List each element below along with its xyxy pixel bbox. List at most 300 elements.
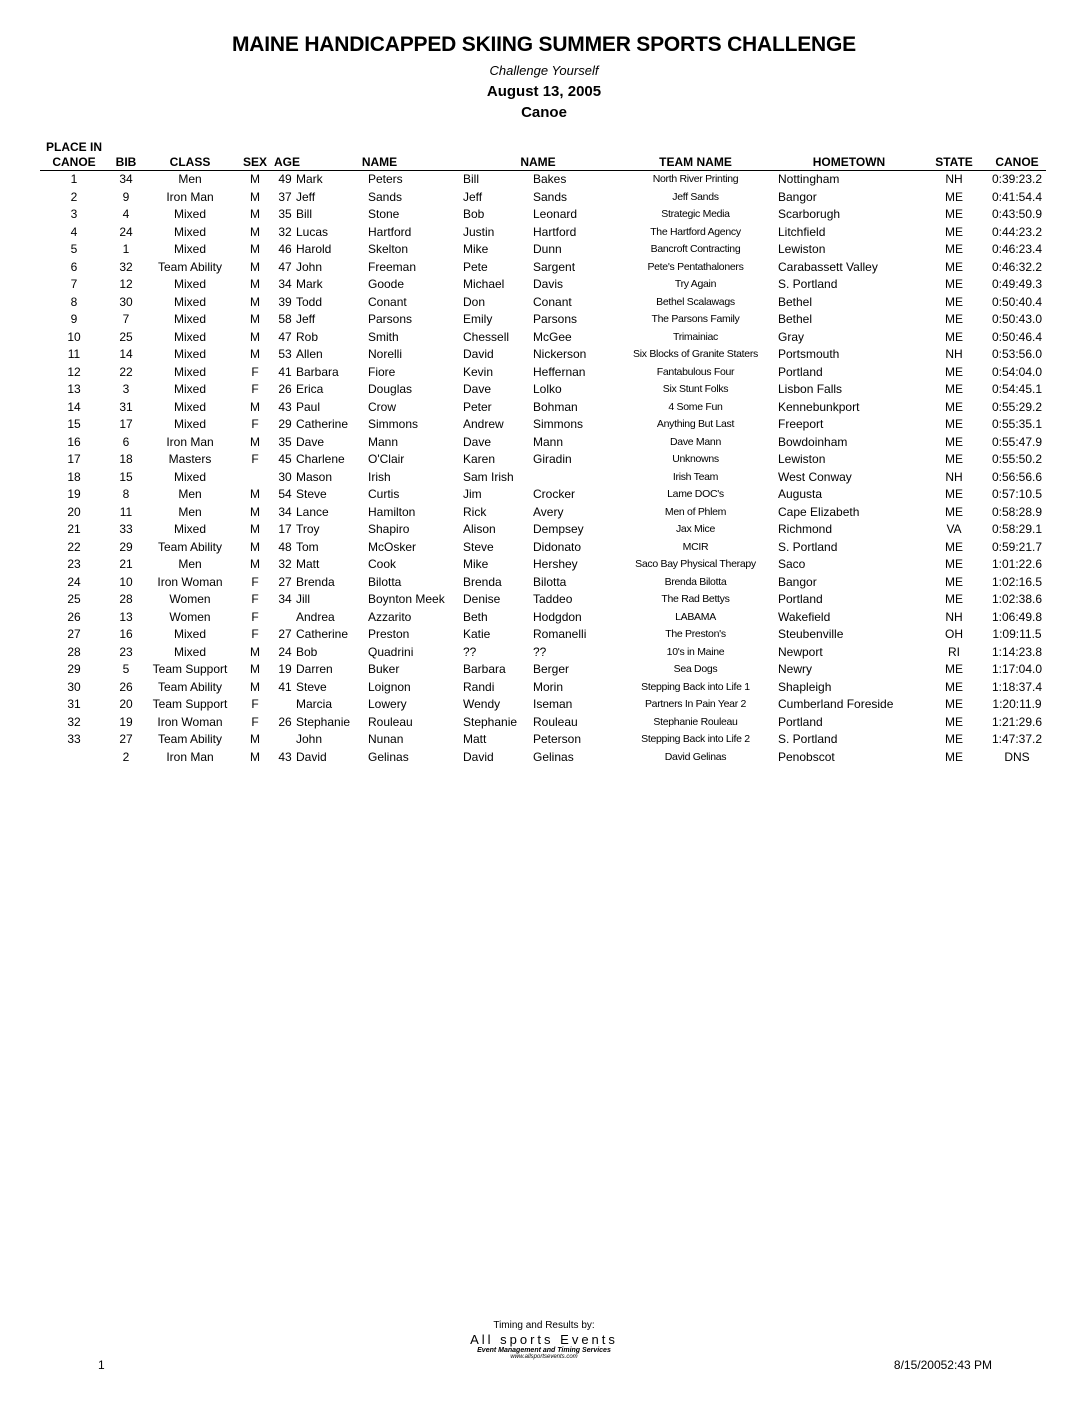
cell-bib: 12 [119, 277, 133, 291]
cell-state: ME [945, 329, 963, 344]
cell-first-name-1: Steve [296, 487, 327, 501]
cell-age: 48 [278, 539, 292, 554]
cell-class: Mixed [173, 242, 206, 256]
cell-team-name: Partners In Pain Year 2 [644, 698, 747, 710]
cell-class: Women [169, 592, 211, 606]
cell-last-name-2: Gelinas [533, 749, 574, 764]
cell-team-name: The Parsons Family [651, 313, 740, 325]
cell-age [274, 609, 296, 627]
cell-class: Mixed [173, 417, 206, 431]
cell-last-name-1: Mann [368, 434, 399, 449]
cell-first-name-2: Peter [463, 399, 492, 414]
cell-bib: 8 [122, 487, 130, 501]
cell-class: Mixed [173, 207, 206, 221]
cell-first-name-2: Andrew [463, 417, 504, 431]
cell-team-name: Dave Mann [670, 435, 721, 448]
cell-last-name-1: Freeman [368, 259, 417, 274]
cell-hometown: Bangor [778, 574, 817, 589]
cell-class: Iron Man [166, 749, 214, 764]
cell-time: 1:17:04.0 [991, 662, 1043, 676]
cell-place: 6 [70, 259, 78, 274]
cell-first-name-1: Lucas [296, 224, 329, 239]
cell-time: 1:06:49.8 [991, 609, 1043, 624]
cell-class: Team Support [152, 662, 228, 676]
cell-bib: 3 [122, 382, 130, 396]
cell-time: 0:56:56.6 [991, 469, 1043, 484]
cell-bib: 14 [119, 347, 133, 361]
table-row [40, 749, 1046, 767]
cell-first-name-2: Wendy [463, 697, 501, 711]
footer-timing-label: Timing and Results by: [493, 1320, 595, 1331]
cell-last-name-2: Rouleau [533, 714, 578, 729]
cell-last-name-2: Iseman [533, 697, 573, 711]
cell-bib: 6 [122, 434, 130, 449]
cell-hometown: Richmond [778, 522, 833, 536]
cell-bib: 30 [119, 294, 133, 309]
cell-first-name-1: Matt [296, 557, 320, 571]
cell-first-name-2: Jim [463, 487, 482, 501]
cell-bib: 32 [119, 259, 133, 274]
cell-bib: 20 [119, 697, 133, 711]
table-row [40, 381, 1046, 399]
cell-state: ME [945, 662, 963, 676]
cell-time: 1:20:11.9 [992, 697, 1042, 711]
table-row [40, 731, 1046, 749]
print-timestamp: 8/15/20052:43 PM [893, 1358, 992, 1372]
cell-class: Team Support [152, 697, 228, 711]
cell-time: 0:58:28.9 [991, 504, 1043, 519]
cell-bib: 13 [119, 609, 133, 624]
cell-bib: 27 [119, 732, 133, 746]
cell-age: 30 [278, 469, 292, 484]
cell-hometown: Cumberland Foreside [778, 697, 894, 711]
cell-last-name-1: Parsons [368, 312, 413, 326]
cell-class: Team Ability [157, 679, 223, 694]
cell-time: 0:39:23.2 [991, 172, 1043, 186]
cell-age [274, 731, 296, 749]
cell-state: ME [945, 557, 963, 571]
cell-team-name: Fantabulous Four [656, 365, 735, 378]
cell-hometown: Shapleigh [778, 679, 832, 694]
cell-last-name-1: Simmons [368, 417, 419, 431]
cell-bib: 25 [119, 329, 133, 344]
cell-sex: M [250, 539, 260, 554]
table-row [40, 609, 1046, 627]
table-row [40, 399, 1046, 417]
cell-sex: M [250, 207, 260, 221]
cell-place: 1 [70, 172, 78, 186]
cell-state: NH [945, 172, 963, 186]
cell-state: ME [945, 207, 963, 221]
cell-bib: 16 [119, 627, 133, 641]
cell-state: NH [945, 469, 963, 484]
cell-first-name-1: Mark [296, 172, 323, 186]
table-row [40, 486, 1046, 504]
table-row [40, 364, 1046, 382]
cell-first-name-1: John [296, 259, 323, 274]
cell-first-name-1: Paul [296, 399, 321, 414]
cell-time: 0:55:50.2 [991, 452, 1043, 466]
cell-state: ME [945, 574, 963, 589]
table-row [40, 661, 1046, 679]
col-bib: BIB [108, 138, 144, 171]
cell-hometown: S. Portland [778, 732, 838, 746]
cell-team-name: Bethel Scalawags [656, 295, 735, 308]
cell-class: Masters [168, 452, 212, 466]
cell-class: Mixed [173, 294, 206, 309]
cell-time: 1:02:38.6 [991, 592, 1043, 606]
cell-last-name-2: Dempsey [533, 522, 584, 536]
cell-sex: M [250, 329, 260, 344]
cell-state: RI [948, 644, 960, 659]
cell-last-name-2: Crocker [533, 487, 576, 501]
cell-place: 7 [70, 277, 78, 291]
cell-age: 53 [278, 347, 292, 361]
cell-bib: 29 [119, 539, 133, 554]
cell-age: 47 [278, 259, 292, 274]
cell-last-name-2: Sands [533, 189, 568, 204]
cell-time: 0:43:50.9 [991, 207, 1043, 221]
cell-team-name: Stepping Back into Life 1 [641, 680, 750, 693]
col-place [40, 138, 108, 171]
cell-team-name: Bancroft Contracting [650, 243, 741, 255]
cell-hometown: Cape Elizabeth [778, 504, 860, 519]
table-row [40, 539, 1046, 557]
cell-sex: F [251, 592, 259, 606]
cell-sex: M [250, 644, 260, 659]
footer-website: www.allsportsevents.com [510, 1354, 578, 1360]
cell-age: 26 [278, 714, 292, 729]
cell-first-name-2: Steve [463, 539, 494, 554]
cell-first-name-1: Lance [296, 504, 329, 519]
cell-last-name-1: Hamilton [368, 504, 416, 519]
cell-state: ME [945, 714, 963, 729]
cell-last-name-1: Crow [368, 399, 397, 414]
cell-place: 32 [67, 714, 81, 729]
cell-state: ME [945, 679, 963, 694]
cell-place: 33 [67, 732, 81, 746]
cell-state: ME [945, 312, 963, 326]
cell-class: Iron Man [166, 434, 214, 449]
cell-first-name-2: Katie [463, 627, 491, 641]
table-row [40, 469, 1046, 487]
cell-last-name-2: Hartford [533, 224, 577, 239]
cell-bib: 23 [119, 644, 133, 659]
cell-first-name-2: Don [463, 294, 486, 309]
cell-state: ME [945, 399, 963, 414]
cell-team-name: Try Again [674, 278, 717, 290]
cell-time: 0:50:46.4 [991, 329, 1043, 344]
cell-state: ME [945, 487, 963, 501]
cell-sex: M [250, 732, 260, 746]
cell-team-name: Irish Team [672, 470, 719, 483]
table-row [40, 294, 1046, 312]
cell-last-name-1: Buker [368, 662, 400, 676]
cell-first-name-1: Mark [296, 277, 323, 291]
cell-state: NH [945, 609, 963, 624]
cell-time: 0:55:35.1 [991, 417, 1043, 431]
table-row [40, 696, 1046, 714]
cell-hometown: Portsmouth [778, 347, 840, 361]
cell-last-name-2: Romanelli [533, 627, 587, 641]
cell-class: Mixed [173, 224, 206, 239]
cell-team-name: Six Blocks of Granite Staters [633, 348, 758, 360]
cell-first-name-2: Bob [463, 207, 485, 221]
cell-hometown: Gray [778, 329, 805, 344]
cell-place: 11 [67, 347, 81, 361]
cell-age: 47 [278, 329, 292, 344]
cell-bib: 4 [122, 207, 130, 221]
cell-last-name-1: Skelton [368, 242, 409, 256]
table-row [40, 171, 1046, 189]
cell-sex: M [250, 749, 260, 764]
cell-sex [236, 469, 274, 487]
cell-place: 2 [70, 189, 78, 204]
cell-class: Team Ability [157, 732, 223, 746]
cell-sex: F [251, 714, 259, 729]
cell-first-name-2: Karen [463, 452, 496, 466]
cell-bib: 2 [122, 749, 130, 764]
cell-class: Mixed [173, 627, 206, 641]
cell-first-name-1: Harold [296, 242, 332, 256]
cell-place: 27 [67, 627, 81, 641]
cell-last-name-1: Irish [368, 469, 391, 484]
cell-age: 43 [278, 399, 292, 414]
cell-class: Mixed [173, 329, 206, 344]
cell-place: 12 [67, 364, 81, 379]
cell-last-name-1: Cook [368, 557, 397, 571]
cell-team-name: Lame DOC's [667, 488, 724, 500]
cell-bib: 18 [119, 452, 133, 466]
table-row [40, 329, 1046, 347]
cell-last-name-1: Peters [368, 172, 403, 186]
cell-age: 34 [278, 504, 292, 519]
cell-bib: 7 [122, 312, 130, 326]
cell-time: 0:57:10.5 [991, 487, 1043, 501]
cell-first-name-1: Erica [296, 382, 324, 396]
cell-time: 1:47:37.2 [991, 732, 1043, 746]
cell-age: 41 [278, 364, 292, 379]
cell-last-name-2: Bilotta [533, 574, 567, 589]
cell-age: 32 [278, 557, 292, 571]
cell-sex: M [250, 189, 260, 204]
cell-age [274, 696, 296, 714]
cell-age: 49 [278, 172, 292, 186]
cell-first-name-1: Todd [296, 294, 323, 309]
cell-team-name: The Hartford Agency [650, 225, 741, 238]
cell-team-name: Sea Dogs [673, 663, 718, 675]
cell-first-name-1: Marcia [296, 697, 333, 711]
cell-team-name: Anything But Last [656, 418, 735, 430]
cell-class: Iron Man [166, 189, 214, 204]
cell-hometown: Saco [778, 557, 806, 571]
cell-first-name-1: Troy [296, 522, 320, 536]
cell-sex: M [250, 434, 260, 449]
table-row [40, 189, 1046, 207]
cell-sex: M [250, 347, 260, 361]
cell-last-name-2: Didonato [533, 539, 582, 554]
cell-last-name-2: Lolko [533, 382, 562, 396]
cell-last-name-2: Nickerson [533, 347, 587, 361]
cell-team-name: The Preston's [665, 628, 726, 640]
cell-place: 21 [67, 522, 81, 536]
cell-bib: 24 [119, 224, 133, 239]
cell-last-name-1: Stone [368, 207, 400, 221]
cell-first-name-2: Bill [463, 172, 480, 186]
cell-first-name-1: Catherine [296, 627, 349, 641]
cell-age: 27 [278, 627, 292, 641]
cell-last-name-2: Hodgdon [533, 609, 582, 624]
cell-time: 0:55:47.9 [991, 434, 1043, 449]
cell-place: 9 [70, 312, 78, 326]
cell-last-name-1: Boynton Meek [368, 592, 445, 606]
cell-first-name-2: Kevin [463, 364, 494, 379]
cell-place [40, 749, 108, 767]
cell-team-name: Pete's Pentathaloners [647, 260, 744, 273]
cell-sex: F [251, 382, 259, 396]
cell-first-name-2: Justin [463, 224, 495, 239]
cell-sex: F [251, 364, 259, 379]
cell-first-name-2: David [463, 749, 494, 764]
cell-age: 26 [278, 382, 292, 396]
cell-last-name-2: Hershey [533, 557, 578, 571]
cell-first-name-1: Steve [296, 679, 327, 694]
cell-place: 4 [70, 224, 78, 239]
cell-age: 46 [278, 242, 292, 256]
cell-last-name-2: Bakes [533, 172, 567, 186]
cell-sex: M [250, 224, 260, 239]
cell-class: Team Ability [157, 539, 223, 554]
cell-hometown: Bethel [778, 312, 813, 326]
table-row [40, 556, 1046, 574]
cell-age: 34 [278, 592, 292, 606]
table-row [40, 714, 1046, 732]
cell-last-name-2: Bohman [533, 399, 578, 414]
cell-sex: F [251, 609, 259, 624]
cell-first-name-2: Dave [463, 382, 492, 396]
cell-hometown: Augusta [778, 487, 823, 501]
cell-sex: F [251, 417, 259, 431]
cell-last-name-1: Smith [368, 329, 399, 344]
cell-last-name-2: Heffernan [533, 364, 586, 379]
cell-hometown: Bangor [778, 189, 817, 204]
table-row [40, 574, 1046, 592]
cell-first-name-2: Beth [463, 609, 488, 624]
cell-place: 19 [67, 487, 81, 501]
cell-time: 0:41:54.4 [991, 189, 1043, 204]
cell-hometown: Carabassett Valley [778, 259, 878, 274]
cell-first-name-1: Andrea [296, 609, 335, 624]
cell-hometown: Wakefield [778, 609, 831, 624]
cell-class: Mixed [173, 364, 206, 379]
cell-last-name-1: Shapiro [368, 522, 410, 536]
cell-last-name-1: Hartford [368, 224, 412, 239]
cell-place: 3 [70, 207, 78, 221]
cell-hometown: S. Portland [778, 539, 838, 554]
cell-class: Mixed [173, 469, 206, 484]
table-row [40, 276, 1046, 294]
cell-state: OH [945, 627, 963, 641]
cell-state: NH [945, 347, 963, 361]
cell-class: Team Ability [157, 259, 223, 274]
cell-bib: 5 [122, 662, 130, 676]
cell-place: 25 [67, 592, 81, 606]
cell-sex: M [250, 312, 260, 326]
cell-team-name: Stepping Back into Life 2 [641, 733, 750, 745]
table-row [40, 644, 1046, 662]
cell-time: 0:59:21.7 [991, 539, 1043, 554]
cell-place: 8 [70, 294, 78, 309]
cell-last-name-2: Sargent [533, 259, 576, 274]
cell-age: 19 [278, 662, 292, 676]
cell-state: ME [945, 417, 963, 431]
cell-class: Mixed [173, 277, 206, 291]
cell-hometown: Bowdoinham [778, 434, 848, 449]
cell-first-name-2: Emily [463, 312, 493, 326]
cell-class: Mixed [173, 347, 206, 361]
table-row [40, 416, 1046, 434]
cell-sex: F [251, 574, 259, 589]
cell-first-name-2: Rick [463, 504, 487, 519]
cell-state: ME [945, 224, 963, 239]
cell-sex: M [250, 277, 260, 291]
cell-first-name-1: Darren [296, 662, 333, 676]
cell-time: 0:50:40.4 [991, 294, 1043, 309]
cell-first-name-1: Barbara [296, 364, 339, 379]
cell-place: 31 [67, 697, 81, 711]
table-row [40, 504, 1046, 522]
cell-place: 24 [67, 574, 81, 589]
cell-first-name-2: Mike [463, 557, 489, 571]
cell-team-name: Unknowns [672, 453, 719, 465]
cell-bib: 15 [119, 469, 133, 484]
cell-class: Mixed [173, 312, 206, 326]
cell-team-name: Jax Mice [675, 523, 716, 535]
cell-last-name-1: Preston [368, 627, 410, 641]
cell-last-name-2: ?? [533, 644, 547, 659]
cell-last-name-2: Peterson [533, 732, 582, 746]
cell-team-name: Six Stunt Folks [662, 383, 729, 395]
cell-last-name-2: Berger [533, 662, 570, 676]
cell-bib: 10 [119, 574, 133, 589]
cell-last-name-1: Douglas [368, 382, 413, 396]
cell-state: ME [945, 259, 963, 274]
cell-class: Men [178, 487, 202, 501]
cell-last-name-2: Giradin [533, 452, 572, 466]
cell-last-name-1: Sands [368, 189, 403, 204]
cell-place: 30 [67, 679, 81, 694]
cell-hometown: West Conway [778, 469, 852, 484]
cell-hometown: Portland [778, 714, 823, 729]
table-row [40, 679, 1046, 697]
cell-sex: F [251, 452, 259, 466]
cell-first-name-2: Barbara [463, 662, 506, 676]
cell-place: 10 [67, 329, 81, 344]
cell-place: 26 [67, 609, 81, 624]
cell-time: 1:18:37.4 [991, 679, 1043, 694]
cell-last-name-2: Dunn [533, 242, 562, 256]
cell-place: 14 [67, 399, 81, 414]
cell-last-name-2: McGee [533, 329, 572, 344]
cell-first-name-2: David [463, 347, 494, 361]
cell-last-name-1: Quadrini [368, 644, 414, 659]
cell-age: 35 [278, 207, 292, 221]
table-row [40, 311, 1046, 329]
cell-hometown: S. Portland [778, 277, 838, 291]
cell-class: Men [178, 504, 202, 519]
cell-age: 58 [278, 312, 292, 326]
cell-sex: F [251, 627, 259, 641]
